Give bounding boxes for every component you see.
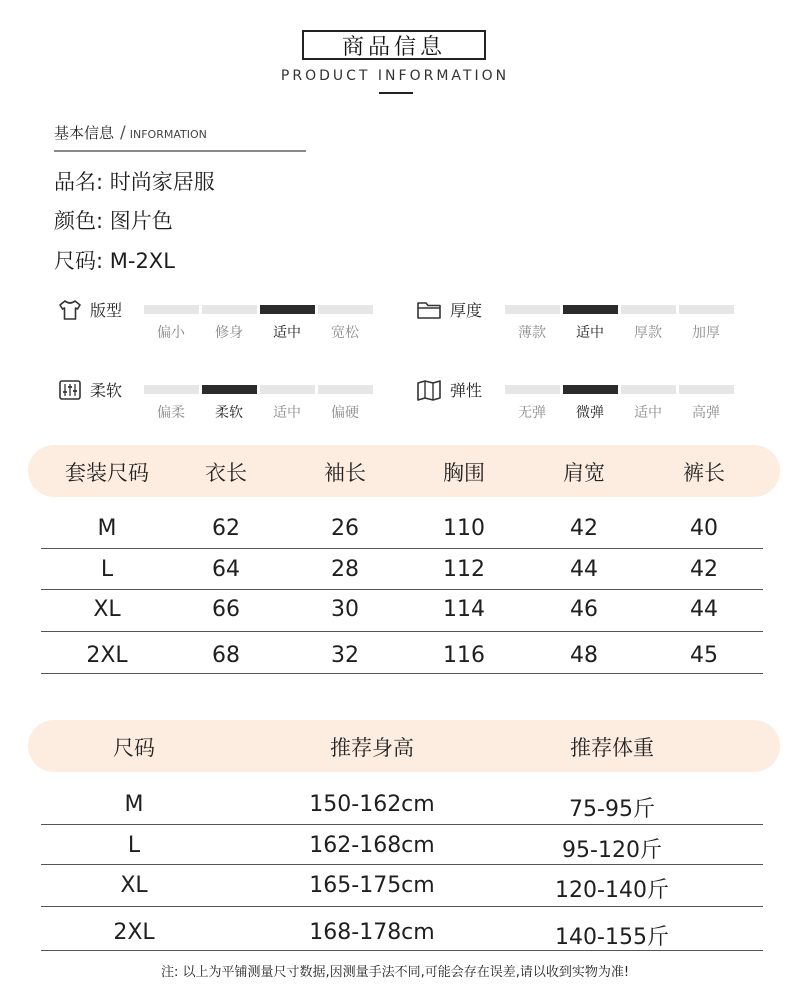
attribute-name: 柔软 — [90, 381, 123, 400]
recommend-table-cell: L — [127, 833, 141, 858]
size-table-cell: M — [97, 516, 117, 541]
scale-option-label: 宽松 — [331, 325, 359, 341]
attribute-name: 厚度 — [450, 301, 483, 320]
size-table-row-rule — [41, 548, 763, 549]
product-color: 颜色: 图片色 — [54, 209, 173, 233]
basic-info-title: 基本信息 — [54, 124, 115, 142]
recommend-table-row-rule — [41, 906, 763, 907]
scale-option-label: 高弹 — [692, 405, 720, 421]
size-table-cell: 42 — [690, 557, 718, 582]
size-table-column-header: 裤长 — [683, 461, 725, 485]
subtitle-underline — [379, 92, 413, 94]
size-table-cell: 32 — [331, 643, 359, 668]
scale-segment-selected — [202, 385, 257, 394]
tshirt-icon — [58, 299, 82, 321]
size-table-cell: 28 — [331, 557, 359, 582]
size-table-cell: 68 — [212, 643, 240, 668]
size-table-row-rule — [41, 589, 763, 590]
scale-segment — [318, 305, 373, 314]
size-table-cell: XL — [93, 597, 121, 622]
attribute-softness — [58, 378, 378, 428]
recommend-table-column-header: 推荐体重 — [570, 736, 654, 760]
size-table-cell: 64 — [212, 557, 240, 582]
scale-option-label: 厚款 — [634, 325, 662, 341]
scale-segment — [202, 305, 257, 314]
scale-option-label: 适中 — [273, 325, 301, 341]
scale-segment — [505, 385, 560, 394]
page-subtitle: PRODUCT INFORMATION — [280, 68, 510, 84]
recommend-table-row-rule — [41, 864, 763, 865]
size-table-cell: 42 — [570, 516, 598, 541]
attribute-thickness — [416, 298, 746, 348]
size-table-header — [0, 457, 790, 487]
stretch-icon — [416, 379, 442, 401]
basic-info-title-en: INFORMATION — [129, 128, 207, 141]
size-table-row-rule — [41, 631, 763, 632]
scale-option-label: 修身 — [215, 325, 243, 341]
scale-segment — [318, 385, 373, 394]
size-table-cell: 26 — [331, 516, 359, 541]
scale-option-label: 适中 — [576, 325, 604, 341]
recommend-table-column-header: 尺码 — [113, 736, 155, 760]
size-table-cell: 40 — [690, 516, 718, 541]
recommend-table-cell: 168-178cm — [309, 920, 435, 945]
scale-segment-selected — [563, 385, 618, 394]
scale-option-label: 适中 — [273, 405, 301, 421]
size-table-cell: 112 — [443, 557, 485, 582]
attribute-name: 弹性 — [450, 381, 483, 400]
size-table-cell: 110 — [443, 516, 485, 541]
size-table-cell: 62 — [212, 516, 240, 541]
scale-option-label: 无弹 — [518, 405, 546, 421]
size-table-cell: 30 — [331, 597, 359, 622]
size-table-cell: 44 — [570, 557, 598, 582]
scale-option-label: 薄款 — [518, 325, 546, 341]
recommend-table-cell: 150-162cm — [309, 792, 435, 817]
product-name: 品名: 时尚家居服 — [54, 170, 215, 194]
size-table-column-header: 肩宽 — [563, 461, 605, 485]
scale-segment — [679, 385, 734, 394]
attribute-label — [416, 378, 482, 401]
attribute-label — [58, 298, 122, 321]
size-table-row-rule — [41, 673, 763, 674]
size-table-cell: 45 — [690, 643, 718, 668]
attribute-elasticity — [416, 378, 746, 428]
product-size-range: 尺码: M-2XL — [54, 249, 175, 273]
recommend-table-row-rule — [41, 950, 763, 951]
recommend-table-cell: 2XL — [113, 920, 155, 945]
size-table-column-header: 袖长 — [324, 461, 366, 485]
size-table-cell: 114 — [443, 597, 485, 622]
recommend-table-cell: 75-95斤 — [569, 797, 655, 822]
scale-option-label: 偏柔 — [157, 405, 185, 421]
scale-option-label: 柔软 — [215, 405, 243, 421]
recommend-table-column-header: 推荐身高 — [330, 736, 414, 760]
scale-segment — [144, 385, 199, 394]
size-table-cell: 66 — [212, 597, 240, 622]
size-table-cell: 46 — [570, 597, 598, 622]
scale-segment-selected — [260, 305, 315, 314]
scale-segment — [621, 385, 676, 394]
size-table-cell: 116 — [443, 643, 485, 668]
basic-info-rule — [54, 150, 306, 152]
recommend-table-cell: M — [124, 792, 144, 817]
attribute-fit — [58, 298, 378, 348]
size-table-cell: 2XL — [86, 643, 128, 668]
recommend-table-cell: 120-140斤 — [555, 878, 669, 903]
scale-option-label: 加厚 — [692, 325, 720, 341]
scale-option-label: 微弹 — [576, 405, 604, 421]
recommend-table-cell: 165-175cm — [309, 873, 435, 898]
scale-segment — [679, 305, 734, 314]
size-table-cell: L — [100, 557, 114, 582]
measurement-note: 注: 以上为平铺测量尺寸数据,因测量手法不同,可能会存在误差,请以收到实物为准! — [160, 965, 630, 980]
recommend-table-cell: XL — [120, 873, 148, 898]
folder-icon — [416, 299, 442, 321]
sliders-icon — [58, 379, 82, 401]
scale-option-label: 偏小 — [157, 325, 185, 341]
size-table-cell: 48 — [570, 643, 598, 668]
scale-option-label: 偏硬 — [331, 405, 359, 421]
scale-option-label: 适中 — [634, 405, 662, 421]
size-table-column-header: 衣长 — [205, 461, 247, 485]
recommend-table-cell: 162-168cm — [309, 833, 435, 858]
scale-segment — [621, 305, 676, 314]
basic-info-heading — [54, 122, 207, 143]
recommend-table-header — [0, 732, 790, 762]
scale-segment-selected — [563, 305, 618, 314]
scale-segment — [144, 305, 199, 314]
recommend-table-row-rule — [41, 824, 763, 825]
scale-segment — [260, 385, 315, 394]
attribute-name: 版型 — [90, 301, 123, 320]
attribute-label — [416, 298, 482, 321]
page-title: 商品信息 — [302, 30, 486, 60]
attribute-label — [58, 378, 122, 401]
recommend-table-cell: 95-120斤 — [562, 838, 662, 863]
size-table-cell: 44 — [690, 597, 718, 622]
scale-segment — [505, 305, 560, 314]
size-table-column-header: 套装尺码 — [65, 461, 149, 485]
size-table-column-header: 胸围 — [443, 461, 485, 485]
recommend-table-cell: 140-155斤 — [555, 925, 669, 950]
divider-slash: / — [120, 123, 126, 143]
